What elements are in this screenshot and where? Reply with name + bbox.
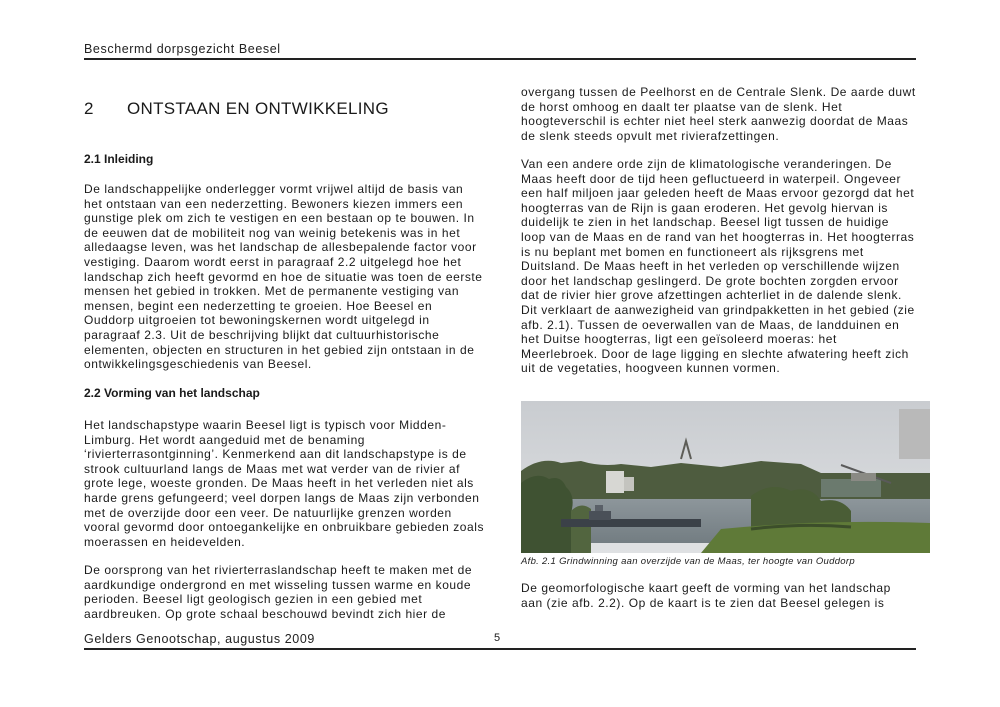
paragraph-vorming-1: Het landschapstype waarin Beesel ligt is typisch voor Midden-Limburg. Het wordt aangeduid met de benaming ‘rivierterrasontginning’. Kenmerkend aan dit landschapstype is de strook cultuurland langs de Maas met wat verder van de rivier af grote lege, woeste gronden. De Maas heeft in het verleden niet als harde grens gefungeerd; veel dorpen langs de Maas zijn verbonden met de overzijde door een veer. De natuurlijke grenzen worden vooral gevormd door ontoegankelijke en onbruikbare gebieden zoals moerassen en heidevelden. [84,418,484,549]
river-landscape-photo [521,401,930,553]
section-heading-vorming: 2.2 Vorming van het landschap [84,386,260,400]
section-heading-inleiding: 2.1 Inleiding [84,152,154,166]
running-header: Beschermd dorpsgezicht Beesel [84,42,281,56]
footer-publisher: Gelders Genootschap, augustus 2009 [84,632,315,646]
page-number: 5 [494,632,501,644]
figure-caption: Afb. 2.1 Grindwinning aan overzijde van de Maas, ter hoogte van Ouddorp [521,556,855,567]
paragraph-inleiding: De landschappelijke onderlegger vormt vrijwel altijd de basis van het ontstaan van een nederzetting. Bewoners kiezen immers een gunstige plek om zich te vestigen en een bestaan op te bouwen. In de eeuwen dat de mobiliteit nog van weinig betekenis was in het alledaagse leven, was het landschap de allesbepalende factor voor vestiging. Daarom wordt eerst in paragraaf 2.2 uitgelegd hoe het landschap zich heeft gevormd en hoe de situatie was toen de eerste mensen het gebied in trokken. Met de permanente vestiging van mensen, begint een nederzetting te groeien. Hoe Beesel en Ouddorp uitgroeien tot bewoningskernen wordt uitgelegd in paragraaf 2.3. Uit de beschrijving blijkt dat cultuurhistorische elementen, objecten en structuren in het gebied zijn ontstaan in de ontwikkelingsgeschiedenis van Beesel. [84,182,483,372]
paragraph-right-2: Van een andere orde zijn de klimatologische veranderingen. De Maas heeft door de tijd heen gefluctueerd in waterpeil. Ongeveer een half miljoen jaar geleden heeft de Maas ervoor gezorgd dat het hoogterras van de Rijn is gaan eroderen. Het gevolg hiervan is duidelijk te zien in het landschap. Beesel ligt tussen de huidige loop van de Maas en de rand van het hoogterras in. Het hoogterras is nu beplant met bomen en functioneert als rijksgrens met Duitsland. De Maas heeft in het verleden op verschillende wijzen door het landschap geslingerd. De grote bochten zorgden ervoor dat de rivier hier grove afzettingen achterliet in de dalende slenk. Dit verklaart de aanwezigheid van grindpakketten in het gebied (zie afb. 2.1). Tussen de oeverwallen van de Maas, de landduinen en het Duitse hoogterras, ligt een geïsoleerd moeras: het Meerlebroek. Door de lage ligging en slechte afwatering heeft zich uit de vegetaties, hoogveen kunnen vormen. [521,157,915,376]
paragraph-vorming-2: De oorsprong van het rivierterraslandschap heeft te maken met de aardkundige ondergrond en met wisseling tussen warme en koude perioden. Beesel ligt geologisch gezien in een gebied met aardbreuken. Op grote schaal beschouwd bevindt zich hier de [84,563,473,621]
paragraph-right-1: overgang tussen de Peelhorst en de Centrale Slenk. De aarde duwt de horst omhoog en daalt ter plaatse van de slenk. Het hoogteverschil is echter niet heel sterk aanwezig doordat de Maas de slenk steeds opvult met rivierafzettingen. [521,85,916,143]
chapter-number: 2 [84,99,94,118]
header-rule [84,58,916,60]
paragraph-right-3: De geomorfologische kaart geeft de vorming van het landschap aan (zie afb. 2.2). Op de kaart is te zien dat Beesel gelegen is [521,581,891,610]
footer-rule [84,648,916,650]
chapter-title: ONTSTAAN EN ONTWIKKELING [127,99,389,118]
figure-photo-grindwinning [521,401,930,553]
